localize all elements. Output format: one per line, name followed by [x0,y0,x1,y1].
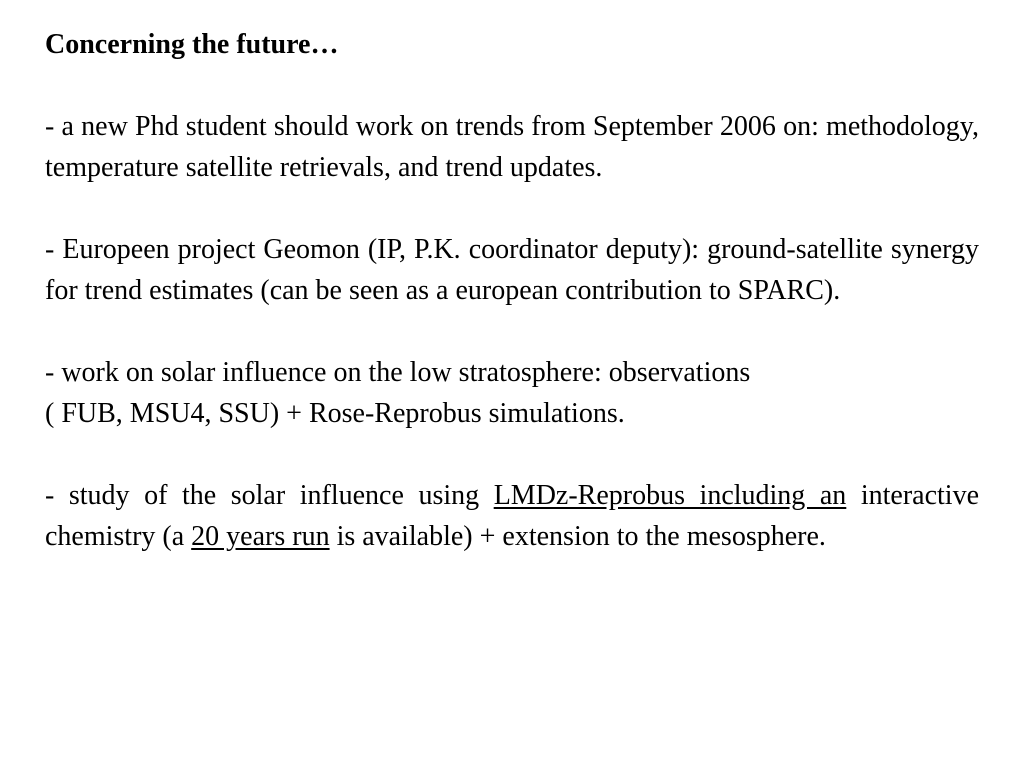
underlined-lmdz-reprobus: LMDz-Reprobus including an [493,480,847,511]
bullet-solar-influence-stratosphere [45,352,979,434]
bullet-line: ( FUB, MSU4, SSU) + Rose-Reprobus simulations. [45,398,625,429]
text-run: is available) + extension to the mesosphere. [329,521,826,552]
bullet-phd-student: - a new Phd student should work on trends from September 2006 on: methodology, temperature satellite retrievals, and trend updates. [45,111,979,183]
slide-title: Concerning the future… [45,29,339,60]
underlined-20-years-run: 20 years run [191,521,330,552]
bullet-lmdz-study [45,475,979,557]
text-run: - study of the solar influence using [45,480,494,511]
bullet-line: - work on solar influence on the low stratosphere: observations [45,357,751,388]
text-run: interactive chemistry (a [45,480,980,552]
slide-content [45,24,979,557]
bullet-geomon-project: - Europeen project Geomon (IP, P.K. coordinator deputy): ground-satellite synergy for trend estimates (can be seen as a european contribution to SPARC). [45,234,979,306]
